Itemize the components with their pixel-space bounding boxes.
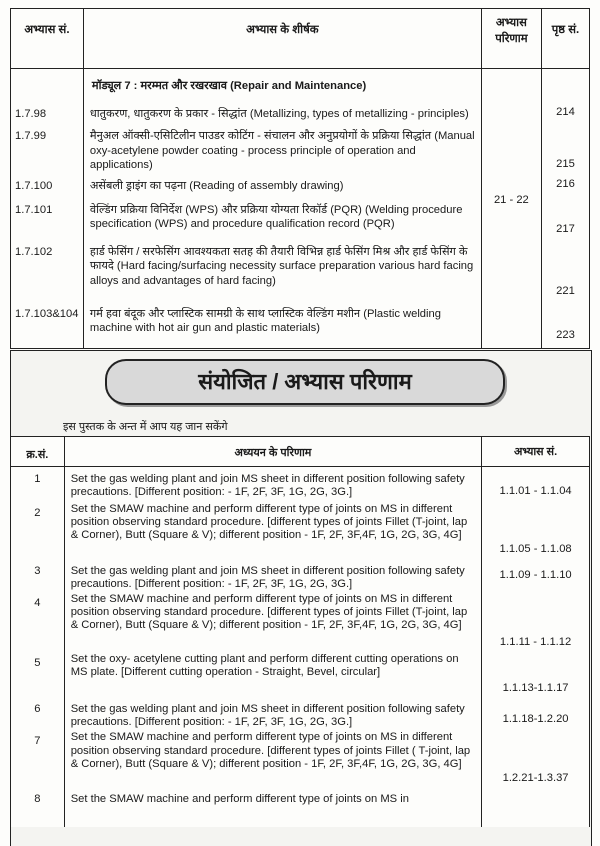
exercise-range: 1.2.21-1.3.37: [482, 729, 590, 787]
exercise-title: असेंबली ड्राइंग का पढ़ना (Reading of assembly drawing): [83, 173, 481, 197]
page-number: 217: [541, 197, 589, 241]
serial-number: 8: [11, 787, 65, 827]
outcome-row: [11, 651, 590, 697]
page-number: 223: [541, 303, 589, 349]
serial-number: 2: [11, 501, 65, 559]
outcome-range: 21 - 22: [481, 69, 541, 349]
exercise-number: 1.7.99: [11, 127, 84, 173]
serial-number: 7: [11, 729, 65, 787]
outcome-row: [11, 697, 590, 729]
module-heading: मॉड्यूल 7 : मरम्मत और रखरखाव (Repair and Maintenance): [83, 69, 481, 104]
exercise-number: 1.7.103&104: [11, 303, 84, 349]
section-lead-text: इस पुस्तक के अन्त में आप यह जान सकेंगे: [63, 421, 228, 433]
exercise-range: 1.1.11 - 1.1.12: [482, 591, 590, 651]
exercise-range: 1.1.01 - 1.1.04: [482, 467, 590, 501]
outcome-text: Set the gas welding plant and join MS sheet in different position following safety precautions. [Different position: - 1F, 2F, 3F, 1G, 2G, 3G.]: [64, 697, 481, 729]
outcome-row: [11, 591, 590, 651]
outcome-text: Set the gas welding plant and join MS sheet in different position following safety precautions. [Different position: - 1F, 2F, 3F, 1G, 2G, 3G.]: [64, 559, 481, 591]
outcome-text: Set the SMAW machine and perform different type of joints on MS in different position observing standard procedure. [different types of joints Fillet ( T-joint, lap & Corner), Butt (Square & V); different position - 1F, 2F, 3F,4F, 1G, 2G, 3G, 4G]: [64, 729, 481, 787]
serial-number: 6: [11, 697, 65, 729]
exercise-number: 1.7.100: [11, 173, 84, 197]
section-banner: संयोजित / अभ्यास परिणाम: [105, 359, 505, 405]
exercise-number: 1.7.98: [11, 103, 84, 127]
exercise-title: धातुकरण, धातुकरण के प्रकार - सिद्धांत (Metallizing, types of metallizing - principles): [83, 103, 481, 127]
page-number: 221: [541, 241, 589, 303]
exercise-number: 1.7.102: [11, 241, 84, 303]
exercise-range: 1.1.05 - 1.1.08: [482, 501, 590, 559]
outcome-row: [11, 559, 590, 591]
col-header-sn: क्र.सं.: [11, 437, 65, 467]
serial-number: 1: [11, 467, 65, 501]
col-header-exercise: अभ्यास सं.: [482, 437, 590, 467]
exercise-title: हार्ड फेसिंग / सरफेसिंग आवश्यकता सतह की तैयारी विभिन्न हार्ड फेसिंग मिश्र और हार्ड फेसिंग के फायदे (Hard facing/surfacing necessity surface preparation various hard facing alloys and advantages of hard facing): [83, 241, 481, 303]
col-header-num: अभ्यास सं.: [11, 9, 84, 69]
exercise-range: 1.1.18-1.2.20: [482, 697, 590, 729]
outcome-text: Set the SMAW machine and perform different type of joints on MS in different position observing standard procedure. [different types of joints Fillet (T-joint, lap & Corner), Butt (Square & V); different position - 1F, 2F, 3F,4F, 1G, 2G, 3G, 4G]: [64, 591, 481, 651]
outcome-row: [11, 787, 590, 827]
outcome-row: [11, 501, 590, 559]
outcome-row: [11, 467, 590, 501]
col-header-title: अभ्यास के शीर्षक: [83, 9, 481, 69]
exercise-range: 1.1.09 - 1.1.10: [482, 559, 590, 591]
exercise-range: [482, 787, 590, 827]
toc-table: [10, 8, 590, 349]
page-number: 216: [541, 173, 589, 197]
exercise-range: 1.1.13-1.1.17: [482, 651, 590, 697]
outcome-text: Set the gas welding plant and join MS sheet in different position following safety precautions. [Different position: - 1F, 2F, 3F, 1G, 2G, 3G.]: [64, 467, 481, 501]
exercise-title: वेल्डिंग प्रक्रिया विनिर्देश (WPS) और प्रक्रिया योग्यता रिकॉर्ड (PQR) (Welding procedure specification (WPS) and procedure qualification record (PQR): [83, 197, 481, 241]
serial-number: 3: [11, 559, 65, 591]
outcomes-table: [10, 436, 590, 827]
outcome-text: Set the SMAW machine and perform different type of joints on MS in different position observing standard procedure. [different types of joints Fillet (T-joint, lap & Corner), Butt (Square & V); different position - 1F, 2F, 3F,4F, 1G, 2G, 3G, 4G]: [64, 501, 481, 559]
exercise-number: 1.7.101: [11, 197, 84, 241]
serial-number: 5: [11, 651, 65, 697]
exercise-title: गर्म हवा बंदूक और प्लास्टिक सामग्री के साथ प्लास्टिक वेल्डिंग मशीन (Plastic welding machine with hot air gun and plastic materials): [83, 303, 481, 349]
serial-number: 4: [11, 591, 65, 651]
page-number: 214: [541, 103, 589, 127]
page-number: 215: [541, 127, 589, 173]
exercise-title: मैनुअल ऑक्सी-एसिटिलीन पाउडर कोटिंग - संचालन और अनुप्रयोगों के प्रक्रिया सिद्धांत (Manual oxy-acetylene powder coating - process principle of operation and applications): [83, 127, 481, 173]
outcome-row: [11, 729, 590, 787]
outcome-text: Set the oxy- acetylene cutting plant and perform different cutting operations on MS plate. [Different cutting operation - Straight, Bevel, circular]: [64, 651, 481, 697]
col-header-outcome: अभ्यास परिणाम: [481, 9, 541, 69]
col-header-outcome: अध्ययन के परिणाम: [64, 437, 481, 467]
outcome-text: Set the SMAW machine and perform different type of joints on MS in: [64, 787, 481, 827]
col-header-page: पृष्ठ सं.: [541, 9, 589, 69]
